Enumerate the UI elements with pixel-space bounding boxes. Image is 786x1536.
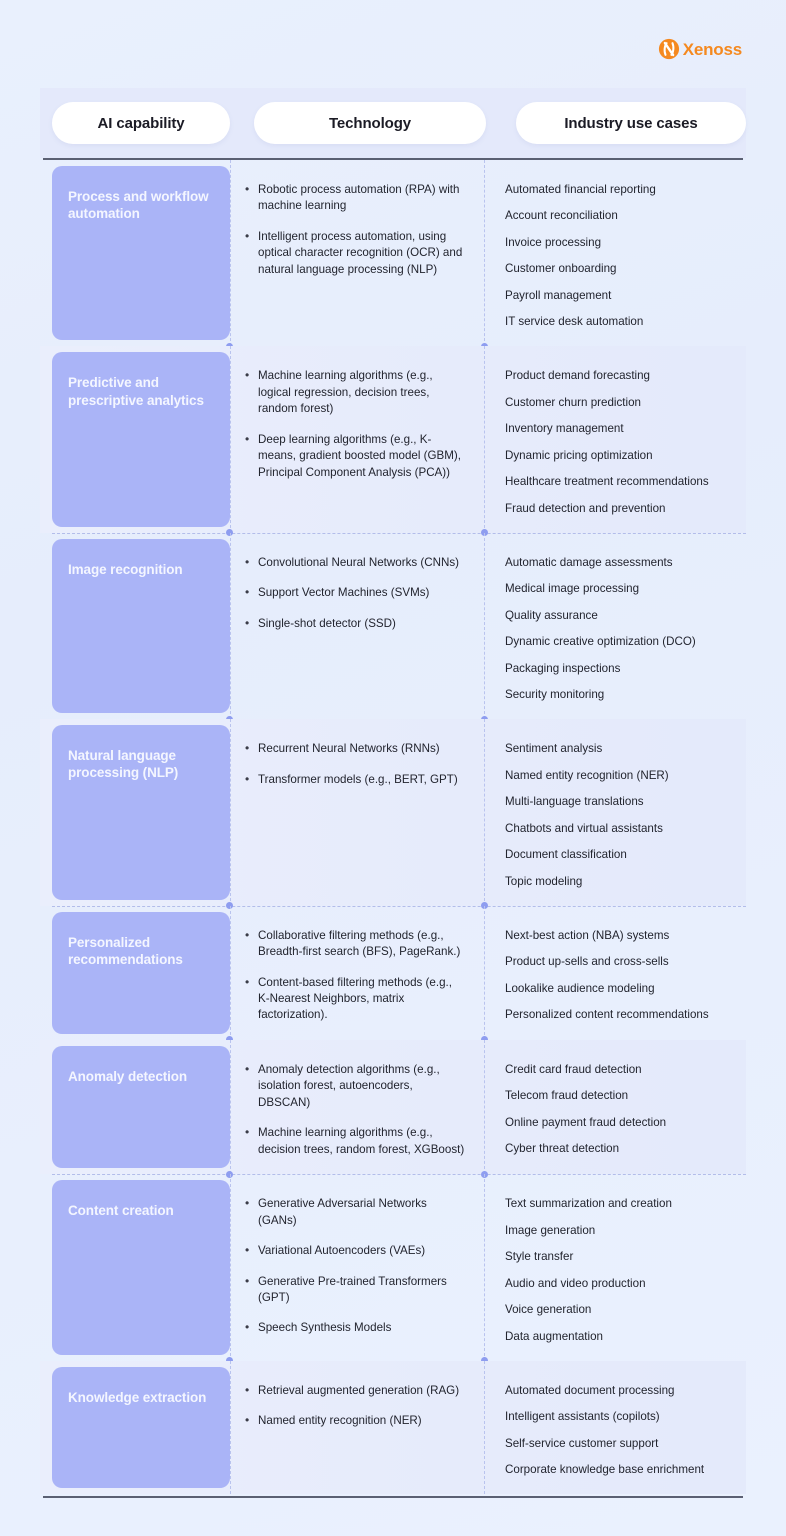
- table-body: [40, 160, 746, 1494]
- use-cases-cell: [485, 346, 746, 532]
- technology-list: [245, 1196, 466, 1337]
- technology-list: [245, 1062, 466, 1158]
- table-header-row: [40, 88, 746, 158]
- capability-cell: [40, 1361, 230, 1494]
- use-case-item: Account reconciliation: [505, 209, 618, 223]
- capability-cell: [40, 1040, 230, 1174]
- use-cases-cell: [485, 1174, 746, 1360]
- use-case-item: Image generation: [505, 1223, 596, 1237]
- use-case-item: Personalized content recommendations: [505, 1008, 709, 1022]
- xenoss-logo-icon: [658, 38, 680, 60]
- technology-list-item: • Generative Pre-trained Transformers (GPT): [245, 1274, 466, 1307]
- use-case-item: Dynamic pricing optimization: [505, 448, 653, 462]
- use-case-item: Online payment fraud detection: [505, 1115, 667, 1129]
- use-cases-cell: [485, 160, 746, 346]
- column-header-industry-use-cases: [516, 102, 746, 144]
- capability-card: Content creation: [52, 1180, 230, 1354]
- technology-list-item: • Named entity recognition (NER): [245, 1413, 466, 1429]
- capability-card: Anomaly detection: [52, 1046, 230, 1168]
- technology-list-item: • Content-based filtering methods (e.g., K-Nearest Neighbors, matrix factorization).: [245, 975, 466, 1024]
- capability-cell: [40, 719, 230, 905]
- capability-cell: [40, 160, 230, 346]
- use-case-item: Topic modeling: [505, 874, 583, 888]
- use-case-item: Credit card fraud detection: [505, 1062, 642, 1076]
- use-case-item: Fraud detection and prevention: [505, 501, 666, 515]
- technology-list: [245, 741, 466, 788]
- use-case-item: Self-service customer support: [505, 1436, 659, 1450]
- table-row: [40, 906, 746, 1040]
- ai-capability-table: [40, 88, 746, 1498]
- use-case-item: Sentiment analysis: [505, 742, 603, 756]
- technology-list-item: • Retrieval augmented generation (RAG): [245, 1383, 466, 1399]
- column-header-ai-capability: [52, 102, 230, 144]
- use-case-item: Invoice processing: [505, 235, 602, 249]
- technology-list-item: • Recurrent Neural Networks (RNNs): [245, 741, 466, 757]
- use-case-item: Style transfer: [505, 1250, 574, 1264]
- capability-card: Personalized recommendations: [52, 912, 230, 1034]
- use-case-item: Audio and video production: [505, 1276, 646, 1290]
- use-cases-cell: [485, 719, 746, 905]
- capability-card: Natural language processing (NLP): [52, 725, 230, 899]
- use-case-item: Automatic damage assessments: [505, 555, 673, 569]
- brand-name: Xenoss: [682, 39, 742, 59]
- use-case-item: Text summarization and creation: [505, 1197, 672, 1211]
- capability-cell: [40, 346, 230, 532]
- table-row: [40, 160, 746, 346]
- technology-list-item: • Convolutional Neural Networks (CNNs): [245, 555, 466, 571]
- use-case-item: Multi-language translations: [505, 795, 644, 809]
- capability-card: Image recognition: [52, 539, 230, 713]
- use-cases-cell: [485, 533, 746, 719]
- technology-list-item: • Deep learning algorithms (e.g., K-means, gradient boosted model (GBM), Principal Component Analysis (PCA)): [245, 432, 466, 481]
- table-row: [40, 1174, 746, 1360]
- use-case-item: Security monitoring: [505, 688, 605, 702]
- use-case-item: IT service desk automation: [505, 315, 644, 329]
- technology-list-item: • Intelligent process automation, using optical character recognition (OCR) and natural language processing (NLP): [245, 229, 466, 278]
- use-cases-cell: [485, 906, 746, 1040]
- capability-card: Predictive and prescriptive analytics: [52, 352, 230, 526]
- technology-list: [245, 182, 466, 278]
- use-case-item: Product up-sells and cross-sells: [505, 955, 669, 969]
- use-case-item: Chatbots and virtual assistants: [505, 821, 663, 835]
- use-case-item: Document classification: [505, 848, 627, 862]
- technology-list-item: • Transformer models (e.g., BERT, GPT): [245, 772, 466, 788]
- use-case-item: Medical image processing: [505, 582, 640, 596]
- table-row: [40, 1040, 746, 1174]
- use-cases-cell: [485, 1040, 746, 1174]
- footer-divider: [43, 1496, 743, 1498]
- use-case-item: Product demand forecasting: [505, 369, 651, 383]
- use-case-item: Quality assurance: [505, 608, 598, 622]
- use-case-item: Dynamic creative optimization (DCO): [505, 635, 696, 649]
- technology-list-item: • Anomaly detection algorithms (e.g., isolation forest, autoencoders, DBSCAN): [245, 1062, 466, 1111]
- column-header-label: Technology: [328, 114, 412, 132]
- column-header-label: AI capability: [97, 114, 185, 132]
- technology-cell: [230, 1040, 485, 1174]
- use-case-item: Customer churn prediction: [505, 395, 641, 409]
- technology-list-item: • Machine learning algorithms (e.g., decision trees, random forest, XGBoost): [245, 1125, 466, 1158]
- use-case-item: Next-best action (NBA) systems: [505, 928, 670, 942]
- use-case-item: Healthcare treatment recommendations: [505, 475, 709, 489]
- capability-cell: [40, 533, 230, 719]
- capability-card: Knowledge extraction: [52, 1367, 230, 1488]
- technology-list-item: • Speech Synthesis Models: [245, 1320, 466, 1336]
- technology-list-item: • Machine learning algorithms (e.g., logical regression, decision trees, random forest): [245, 368, 466, 417]
- use-case-item: Voice generation: [505, 1303, 592, 1317]
- technology-cell: [230, 1361, 485, 1494]
- technology-list-item: • Single-shot detector (SSD): [245, 616, 466, 632]
- technology-list-item: • Support Vector Machines (SVMs): [245, 585, 466, 601]
- table-row: [40, 1361, 746, 1494]
- technology-list: [245, 1383, 466, 1430]
- use-case-item: Intelligent assistants (copilots): [505, 1410, 660, 1424]
- use-case-item: Corporate knowledge base enrichment: [505, 1463, 705, 1477]
- technology-cell: [230, 1174, 485, 1360]
- use-case-item: Inventory management: [505, 422, 624, 436]
- use-case-item: Automated financial reporting: [505, 183, 656, 196]
- technology-cell: [230, 906, 485, 1040]
- technology-list-item: • Variational Autoencoders (VAEs): [245, 1243, 466, 1259]
- column-header-technology: [254, 102, 486, 144]
- capability-cell: [40, 906, 230, 1040]
- technology-list-item: • Collaborative filtering methods (e.g., Breadth-first search (BFS), PageRank.): [245, 928, 466, 961]
- use-cases-cell: [485, 1361, 746, 1494]
- use-case-item: Lookalike audience modeling: [505, 981, 655, 995]
- use-case-item: Telecom fraud detection: [505, 1089, 629, 1103]
- use-case-item: Data augmentation: [505, 1329, 603, 1343]
- use-case-item: Named entity recognition (NER): [505, 768, 669, 782]
- technology-list: [245, 928, 466, 1024]
- table-row: [40, 719, 746, 905]
- technology-cell: [230, 346, 485, 532]
- technology-cell: [230, 719, 485, 905]
- capability-card: Process and workflow automation: [52, 166, 230, 340]
- use-case-item: Payroll management: [505, 288, 612, 302]
- use-case-item: Automated document processing: [505, 1383, 675, 1397]
- brand-logo: [658, 38, 742, 60]
- technology-list-item: • Generative Adversarial Networks (GANs): [245, 1196, 466, 1229]
- technology-list: [245, 368, 466, 481]
- table-row: [40, 533, 746, 719]
- technology-cell: [230, 160, 485, 346]
- use-case-item: Customer onboarding: [505, 262, 617, 276]
- technology-list: [245, 555, 466, 632]
- capability-cell: [40, 1174, 230, 1360]
- technology-cell: [230, 533, 485, 719]
- use-case-item: Cyber threat detection: [505, 1142, 620, 1156]
- column-header-label: Industry use cases: [564, 114, 698, 132]
- technology-list-item: • Robotic process automation (RPA) with machine learning: [245, 182, 466, 215]
- use-case-item: Packaging inspections: [505, 661, 621, 675]
- table-row: [40, 346, 746, 532]
